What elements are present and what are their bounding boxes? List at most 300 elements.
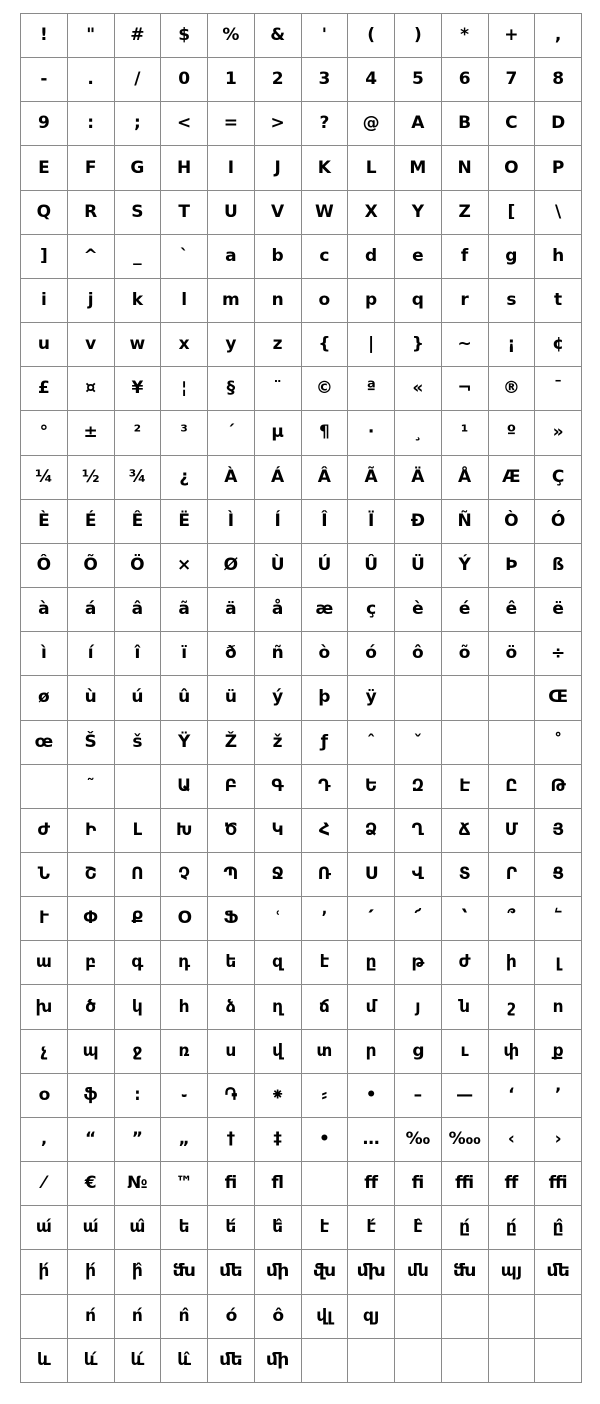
glyph-cell: Գ [254, 764, 301, 808]
glyph-cell: Ձ [348, 808, 395, 852]
glyph-cell: Ն [21, 852, 68, 896]
glyph-cell: ¯ [535, 367, 582, 411]
glyph-cell: կ [114, 985, 161, 1029]
glyph-cell: ~ [441, 323, 488, 367]
glyph-cell: ‹ [488, 1117, 535, 1161]
glyph-cell: – [395, 1073, 442, 1117]
glyph-cell: † [208, 1117, 255, 1161]
glyph-cell: q [395, 278, 442, 322]
glyph-cell: ¡ [488, 323, 535, 367]
glyph-cell: ⁕ [254, 1073, 301, 1117]
glyph-cell: ‘ [488, 1073, 535, 1117]
glyph-cell: ¼ [21, 455, 68, 499]
glyph-cell: Չ [161, 852, 208, 896]
glyph-row [21, 234, 582, 278]
glyph-cell: Ê [114, 499, 161, 543]
glyph-cell: ê [488, 588, 535, 632]
glyph-cell [395, 676, 442, 720]
glyph-cell: d [348, 234, 395, 278]
glyph-row [21, 588, 582, 632]
glyph-cell: 6 [441, 58, 488, 102]
glyph-cell: ì [21, 632, 68, 676]
glyph-cell: û [161, 676, 208, 720]
glyph-cell: Լ [114, 808, 161, 852]
glyph-cell: բ [67, 941, 114, 985]
glyph-cell: հ [161, 985, 208, 1029]
glyph-cell: „ [161, 1117, 208, 1161]
glyph-cell: ի́ [21, 1250, 68, 1294]
glyph-cell: Փ [67, 897, 114, 941]
glyph-cell: ﬓ [441, 1250, 488, 1294]
glyph-cell [535, 1294, 582, 1338]
glyph-cell: b [254, 234, 301, 278]
glyph-cell: չ [21, 1029, 68, 1073]
glyph-row [21, 1338, 582, 1382]
glyph-cell: Ղ [395, 808, 442, 852]
glyph-cell: ³ [161, 411, 208, 455]
glyph-cell: § [208, 367, 255, 411]
glyph-cell: ó [348, 632, 395, 676]
glyph-cell: օ̂ [254, 1294, 301, 1338]
glyph-cell: զ [254, 941, 301, 985]
glyph-cell: î [114, 632, 161, 676]
glyph-cell: ˇ [395, 720, 442, 764]
glyph-cell: ջ [114, 1029, 161, 1073]
glyph-cell: x [161, 323, 208, 367]
glyph-cell: Դ [301, 764, 348, 808]
glyph-cell: ը̂ [535, 1206, 582, 1250]
glyph-cell: H [161, 146, 208, 190]
glyph-cell: ﬃ [441, 1162, 488, 1206]
glyph-cell: ; [114, 102, 161, 146]
glyph-cell: « [395, 367, 442, 411]
glyph-cell: վլ [301, 1294, 348, 1338]
glyph-cell: Ց [535, 852, 582, 896]
glyph-cell: M [395, 146, 442, 190]
glyph-cell: Կ [254, 808, 301, 852]
glyph-cell: ՝ [441, 897, 488, 941]
glyph-cell [441, 676, 488, 720]
glyph-row [21, 852, 582, 896]
glyph-cell: é [441, 588, 488, 632]
glyph-cell: տ [301, 1029, 348, 1073]
glyph-cell: ž [254, 720, 301, 764]
glyph-cell: վ [254, 1029, 301, 1073]
glyph-row [21, 411, 582, 455]
glyph-cell: ^ [67, 234, 114, 278]
glyph-cell: ð [208, 632, 255, 676]
glyph-cell: թ [395, 941, 442, 985]
glyph-cell: ` [161, 234, 208, 278]
glyph-cell: ” [114, 1117, 161, 1161]
glyph-cell: J [254, 146, 301, 190]
glyph-cell: Å [441, 455, 488, 499]
glyph-cell: É [67, 499, 114, 543]
glyph-cell: ² [114, 411, 161, 455]
glyph-cell: ¥ [114, 367, 161, 411]
glyph-cell [488, 1338, 535, 1382]
glyph-cell: ÷ [535, 632, 582, 676]
glyph-cell: Í [254, 499, 301, 543]
glyph-cell: ˚ [535, 720, 582, 764]
glyph-cell: ﬔ [208, 1338, 255, 1382]
glyph-cell: ե [161, 1206, 208, 1250]
glyph-cell: Ý [441, 543, 488, 587]
glyph-cell: ﬃ [535, 1162, 582, 1206]
glyph-cell: S [114, 190, 161, 234]
glyph-cell: ¦ [161, 367, 208, 411]
glyph-row [21, 1029, 582, 1073]
glyph-cell: ‚ [21, 1117, 68, 1161]
glyph-cell: ղ [254, 985, 301, 1029]
glyph-cell: ը [348, 941, 395, 985]
glyph-cell: ս [208, 1029, 255, 1073]
glyph-cell: ® [488, 367, 535, 411]
glyph-cell: • [348, 1073, 395, 1117]
glyph-row [21, 1073, 582, 1117]
glyph-cell: n [254, 278, 301, 322]
glyph-cell: Ð [395, 499, 442, 543]
glyph-cell: ի́ [67, 1250, 114, 1294]
glyph-cell: / [114, 58, 161, 102]
glyph-cell: Ä [395, 455, 442, 499]
glyph-cell: å [254, 588, 301, 632]
glyph-cell: 4 [348, 58, 395, 102]
glyph-cell: è [395, 588, 442, 632]
glyph-cell: o [301, 278, 348, 322]
glyph-cell: ˜ [67, 764, 114, 808]
glyph-cell: ր [348, 1029, 395, 1073]
glyph-cell: է́ [348, 1206, 395, 1250]
glyph-cell: › [535, 1117, 582, 1161]
glyph-cell: ո́ [114, 1294, 161, 1338]
glyph-cell: ո [535, 985, 582, 1029]
glyph-cell: ¨ [254, 367, 301, 411]
glyph-cell: @ [348, 102, 395, 146]
glyph-cell: Î [301, 499, 348, 543]
glyph-cell: P [535, 146, 582, 190]
glyph-cell: ù [67, 676, 114, 720]
glyph-cell: Ì [208, 499, 255, 543]
glyph-cell: \ [535, 190, 582, 234]
glyph-cell: A [395, 102, 442, 146]
glyph-cell: դ [161, 941, 208, 985]
glyph-cell: t [535, 278, 582, 322]
glyph-cell: ] [21, 234, 68, 278]
glyph-cell: œ [21, 720, 68, 764]
glyph-row [21, 543, 582, 587]
glyph-cell: 7 [488, 58, 535, 102]
glyph-cell: մն [395, 1250, 442, 1294]
glyph-cell: փ [488, 1029, 535, 1073]
glyph-cell: պյ [488, 1250, 535, 1294]
glyph-cell [395, 1338, 442, 1382]
glyph-cell: գ [114, 941, 161, 985]
glyph-cell: È [21, 499, 68, 543]
glyph-cell: * [441, 14, 488, 58]
glyph-cell [21, 764, 68, 808]
glyph-cell: ՛ [348, 897, 395, 941]
glyph-cell: Ô [21, 543, 68, 587]
glyph-cell: # [114, 14, 161, 58]
glyph-cell: ¹ [441, 411, 488, 455]
glyph-cell: ´ [208, 411, 255, 455]
glyph-cell: Ù [254, 543, 301, 587]
glyph-row [21, 102, 582, 146]
glyph-cell: Ï [348, 499, 395, 543]
glyph-grid-body [21, 14, 582, 1383]
glyph-cell [348, 1338, 395, 1382]
glyph-cell: ú [114, 676, 161, 720]
glyph-cell: ý [254, 676, 301, 720]
glyph-cell: ե [208, 941, 255, 985]
glyph-cell: ⁄ [21, 1162, 68, 1206]
glyph-cell: ‱ [441, 1117, 488, 1161]
glyph-cell: - [21, 58, 68, 102]
glyph-row [21, 676, 582, 720]
glyph-cell: ƒ [301, 720, 348, 764]
glyph-cell: 9 [21, 102, 68, 146]
glyph-cell: 8 [535, 58, 582, 102]
glyph-row [21, 941, 582, 985]
glyph-cell: ﬔ [535, 1250, 582, 1294]
glyph-cell: š [114, 720, 161, 764]
glyph-cell: ° [21, 411, 68, 455]
glyph-cell: ë [535, 588, 582, 632]
glyph-cell: ä [208, 588, 255, 632]
glyph-cell: ¸ [395, 411, 442, 455]
glyph-cell: Ը [488, 764, 535, 808]
glyph-cell: ձ [208, 985, 255, 1029]
glyph-cell: { [301, 323, 348, 367]
glyph-cell: a [208, 234, 255, 278]
glyph-cell: Ք [114, 897, 161, 941]
glyph-cell: ü [208, 676, 255, 720]
glyph-cell: ֏ [208, 1073, 255, 1117]
glyph-cell: ¿ [161, 455, 208, 499]
glyph-cell: Ֆ [208, 897, 255, 941]
glyph-cell: Ž [208, 720, 255, 764]
glyph-cell: ñ [254, 632, 301, 676]
glyph-cell: ի [488, 941, 535, 985]
glyph-cell: Û [348, 543, 395, 587]
glyph-cell: c [301, 234, 348, 278]
glyph-cell: Տ [441, 852, 488, 896]
glyph-cell [441, 1338, 488, 1382]
glyph-cell: է [301, 941, 348, 985]
glyph-cell: Զ [395, 764, 442, 808]
glyph-cell: v [67, 323, 114, 367]
glyph-cell: > [254, 102, 301, 146]
glyph-cell: Q [21, 190, 68, 234]
glyph-cell: D [535, 102, 582, 146]
glyph-row [21, 808, 582, 852]
glyph-cell: m [208, 278, 255, 322]
glyph-cell: ô [395, 632, 442, 676]
glyph-cell: Ø [208, 543, 255, 587]
glyph-cell: ո̂ [161, 1294, 208, 1338]
glyph-cell: F [67, 146, 114, 190]
glyph-cell: ՞ [488, 897, 535, 941]
glyph-cell: s [488, 278, 535, 322]
glyph-cell: | [348, 323, 395, 367]
glyph-cell: Թ [535, 764, 582, 808]
glyph-cell: & [254, 14, 301, 58]
glyph-cell [488, 720, 535, 764]
glyph-cell: է [301, 1206, 348, 1250]
glyph-cell: օ́ [208, 1294, 255, 1338]
glyph-cell: l [161, 278, 208, 322]
glyph-cell: $ [161, 14, 208, 58]
glyph-cell: է̂ [395, 1206, 442, 1250]
glyph-cell: h [535, 234, 582, 278]
glyph-cell: Ã [348, 455, 395, 499]
glyph-cell: Z [441, 190, 488, 234]
glyph-cell: O [488, 146, 535, 190]
glyph-cell: ç [348, 588, 395, 632]
glyph-cell: e [395, 234, 442, 278]
glyph-cell: ﬀ [488, 1162, 535, 1206]
glyph-cell: ’ [535, 1073, 582, 1117]
glyph-cell: ¶ [301, 411, 348, 455]
glyph-cell: K [301, 146, 348, 190]
glyph-cell: և [21, 1338, 68, 1382]
glyph-cell: Õ [67, 543, 114, 587]
glyph-cell: µ [254, 411, 301, 455]
glyph-row [21, 1117, 582, 1161]
glyph-cell: p [348, 278, 395, 322]
glyph-cell [441, 1294, 488, 1338]
glyph-cell: Ü [395, 543, 442, 587]
glyph-cell: Ճ [441, 808, 488, 852]
glyph-cell: ։ [114, 1073, 161, 1117]
glyph-cell: U [208, 190, 255, 234]
glyph-cell [21, 1294, 68, 1338]
glyph-cell: պ [67, 1029, 114, 1073]
glyph-cell: ß [535, 543, 582, 587]
glyph-cell: ﬕ [254, 1250, 301, 1294]
glyph-cell: E [21, 146, 68, 190]
glyph-cell: ò [301, 632, 348, 676]
glyph-cell: Š [67, 720, 114, 764]
glyph-row [21, 14, 582, 58]
glyph-row [21, 499, 582, 543]
glyph-cell: V [254, 190, 301, 234]
glyph-row [21, 764, 582, 808]
glyph-cell: ﬂ [254, 1162, 301, 1206]
glyph-cell: ե̂ [254, 1206, 301, 1250]
glyph-cell: Մ [488, 808, 535, 852]
glyph-cell: ﬁ [208, 1162, 255, 1206]
glyph-cell: ª [348, 367, 395, 411]
glyph-cell: õ [441, 632, 488, 676]
glyph-cell: ﬔ [208, 1250, 255, 1294]
glyph-cell: ֆ [67, 1073, 114, 1117]
glyph-row [21, 190, 582, 234]
glyph-cell: i [21, 278, 68, 322]
glyph-cell: w [114, 323, 161, 367]
glyph-cell: ﬓ [161, 1250, 208, 1294]
glyph-cell: Ñ [441, 499, 488, 543]
glyph-cell: ժ [441, 941, 488, 985]
glyph-cell: + [488, 14, 535, 58]
glyph-cell: օ [21, 1073, 68, 1117]
glyph-cell: T [161, 190, 208, 234]
glyph-cell [301, 1162, 348, 1206]
glyph-cell: £ [21, 367, 68, 411]
glyph-row [21, 278, 582, 322]
glyph-cell: “ [67, 1117, 114, 1161]
glyph-cell: ‰ [395, 1117, 442, 1161]
glyph-cell: ծ [67, 985, 114, 1029]
glyph-cell: € [67, 1162, 114, 1206]
glyph-cell: Է [441, 764, 488, 808]
glyph-cell: Ú [301, 543, 348, 587]
glyph-cell: z [254, 323, 301, 367]
glyph-cell: ﬗ [348, 1250, 395, 1294]
glyph-cell: և́ [114, 1338, 161, 1382]
glyph-cell: և̂ [161, 1338, 208, 1382]
glyph-cell: Ö [114, 543, 161, 587]
glyph-cell: • [301, 1117, 348, 1161]
glyph-cell: ˆ [348, 720, 395, 764]
glyph-cell: 5 [395, 58, 442, 102]
glyph-cell: շ [488, 985, 535, 1029]
glyph-cell: ﬕ [254, 1338, 301, 1382]
glyph-cell [441, 720, 488, 764]
glyph-cell: Ջ [254, 852, 301, 896]
glyph-cell: â [114, 588, 161, 632]
glyph-cell: Ò [488, 499, 535, 543]
glyph-cell: 2 [254, 58, 301, 102]
glyph-cell: ¤ [67, 367, 114, 411]
glyph-cell: , [535, 14, 582, 58]
glyph-cell: f [441, 234, 488, 278]
glyph-cell: Ր [488, 852, 535, 896]
glyph-cell: — [441, 1073, 488, 1117]
glyph-cell: y [208, 323, 255, 367]
glyph-cell: Ç [535, 455, 582, 499]
glyph-cell: I [208, 146, 255, 190]
glyph-cell: á [67, 588, 114, 632]
glyph-cell: ՟ [535, 897, 582, 941]
glyph-cell: ք [535, 1029, 582, 1073]
glyph-cell: ( [348, 14, 395, 58]
glyph-cell: × [161, 543, 208, 587]
glyph-cell: ã [161, 588, 208, 632]
glyph-cell: B [441, 102, 488, 146]
glyph-cell [488, 676, 535, 720]
glyph-cell: ա́ [21, 1206, 68, 1250]
glyph-cell: g [488, 234, 535, 278]
glyph-cell: þ [301, 676, 348, 720]
glyph-row [21, 632, 582, 676]
glyph-cell: Œ [535, 676, 582, 720]
glyph-cell [301, 1338, 348, 1382]
glyph-cell: Վ [395, 852, 442, 896]
glyph-cell: Շ [67, 852, 114, 896]
glyph-cell: . [67, 58, 114, 102]
glyph-cell: j [67, 278, 114, 322]
glyph-cell: Ë [161, 499, 208, 543]
glyph-cell: © [301, 367, 348, 411]
glyph-cell: Ÿ [161, 720, 208, 764]
glyph-cell: Ւ [21, 897, 68, 941]
glyph-cell: ե́ [208, 1206, 255, 1250]
glyph-cell: … [348, 1117, 395, 1161]
glyph-cell: 3 [301, 58, 348, 102]
glyph-cell: Ծ [208, 808, 255, 852]
